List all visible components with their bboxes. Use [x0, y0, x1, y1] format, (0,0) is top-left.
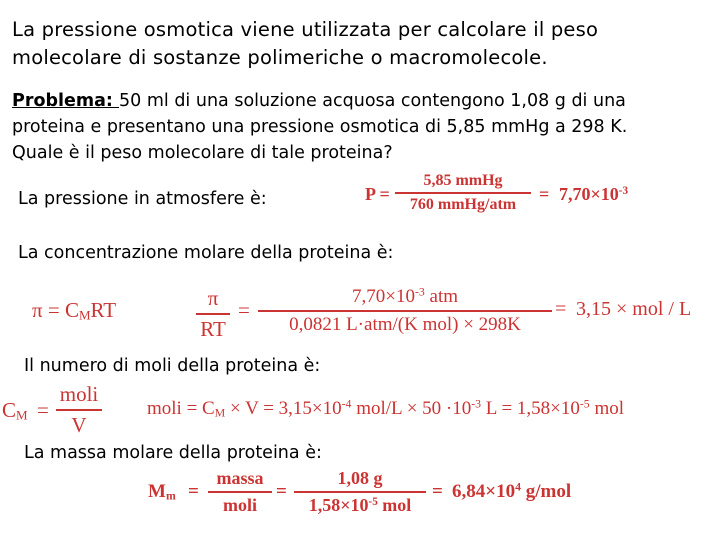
step1-lhs: P = — [365, 184, 390, 204]
step3-eq-part-d: L = 1,58×10 — [485, 398, 580, 419]
step4-fraction-2 — [294, 468, 426, 516]
step3-cm-fraction — [56, 382, 102, 438]
step3-cm-numerator: moli — [59, 382, 99, 406]
step2-frac2-num-exponent: -3 — [414, 285, 425, 299]
step2-frac2-numerator — [258, 286, 552, 308]
step3-cm-symbol: C — [2, 398, 17, 422]
step1-fraction — [395, 172, 531, 214]
step4-lhs-symbol: M — [148, 481, 166, 502]
step4-frac2-den-unit: mol — [382, 494, 412, 515]
step4-frac2-den-exponent: -5 — [368, 495, 378, 508]
intro-line-2: molecolare di sostanze polimeriche o macromolecole. — [12, 46, 548, 69]
step2-label: La concentrazione molare della proteina è: — [18, 243, 394, 263]
problem-line-2: proteina e presentano una pressione osmotica di 5,85 mmHg a 298 K. — [12, 117, 628, 137]
step3-cm-equals: = — [37, 398, 49, 422]
step1-denominator: 760 mmHg/atm — [409, 195, 517, 213]
step2-frac1-numerator: π — [207, 286, 219, 310]
intro-text — [12, 16, 598, 72]
step2-frac2-bar — [258, 310, 552, 312]
step4-fraction-1 — [208, 468, 272, 516]
step1-label: La pressione in atmosfere è: — [18, 189, 267, 209]
problem-statement — [12, 88, 627, 166]
step3-moles-equation — [147, 398, 624, 420]
step1-equals: = — [539, 184, 550, 204]
step3-label: Il numero di moli della proteina è: — [24, 356, 321, 376]
problem-label: Problema: — [12, 91, 120, 111]
step3-cm-denominator: V — [71, 412, 87, 437]
step3-eq-part-b: × V = 3,15×10 — [229, 398, 342, 419]
step4-equals-1: = — [188, 481, 199, 502]
step1-fraction-bar — [395, 192, 531, 194]
step2-frac2-num-value: 7,70×10 — [351, 286, 415, 307]
step2-frac2-num-unit: atm — [429, 286, 459, 307]
step1-numerator: 5,85 mmHg — [423, 172, 503, 189]
step4-lhs-sub: m — [165, 489, 176, 503]
step4-frac1-denominator: moli — [223, 494, 257, 515]
step3-eq-exp-c: -3 — [471, 397, 482, 411]
step3-eq-part-c: mol/L × 50 ·10 — [356, 398, 472, 419]
step2-law-sub: M — [78, 307, 91, 323]
step1-result-exponent: -3 — [618, 184, 629, 197]
step4-result-mantissa: 6,84×10 — [452, 481, 516, 502]
step4-label: La massa molare della proteina è: — [24, 443, 322, 463]
step4-equals-3: = — [432, 481, 443, 502]
step4-frac2-denominator — [294, 495, 426, 516]
step1-result — [559, 184, 628, 205]
step3-eq-exp-b: -4 — [341, 397, 352, 411]
step2-law-lhs: π = C — [32, 298, 79, 322]
step4-frac2-bar — [294, 491, 426, 493]
step1-result-mantissa: 7,70×10 — [559, 184, 619, 204]
step4-lhs — [148, 481, 176, 503]
step3-eq-part-a: moli = C — [147, 398, 215, 419]
step3-cm-bar — [56, 409, 102, 411]
step4-equals-2: = — [276, 481, 287, 502]
step2-equals-2: = — [555, 298, 567, 320]
step2-equals-1: = — [238, 298, 250, 322]
step2-frac1-denominator: RT — [200, 316, 226, 341]
step3-cm-lhs — [2, 398, 28, 423]
step3-eq-sub: M — [214, 406, 226, 420]
step3-eq-exp-d: -5 — [579, 397, 590, 411]
step2-law-rhs: RT — [90, 298, 117, 322]
step2-frac1-bar — [196, 313, 230, 315]
step3-cm-sub: M — [16, 407, 28, 423]
step2-fraction-2 — [258, 286, 552, 336]
step4-result-unit: g/mol — [525, 481, 572, 502]
step4-frac1-bar — [208, 491, 272, 493]
step4-frac2-den-value: 1,58×10 — [308, 494, 369, 515]
intro-line-1: La pressione osmotica viene utilizzata per calcolare il peso — [12, 18, 599, 41]
step3-eq-part-e: mol — [594, 398, 625, 419]
step2-fraction-1 — [196, 286, 230, 342]
step4-result — [452, 481, 571, 503]
problem-line-1: 50 ml di una soluzione acquosa contengono 1,08 g di una — [119, 91, 626, 111]
problem-line-3: Quale è il peso molecolare di tale proteina? — [12, 143, 393, 163]
step4-frac2-numerator: 1,08 g — [337, 468, 383, 488]
step2-osmotic-law — [32, 298, 116, 323]
step2-result: 3,15 × mol / L — [576, 298, 692, 320]
step4-result-exponent: 4 — [515, 480, 521, 494]
step4-frac1-numerator: massa — [216, 468, 264, 488]
step2-frac2-denominator: 0,0821 L·atm/(K mol) × 298K — [289, 313, 521, 335]
